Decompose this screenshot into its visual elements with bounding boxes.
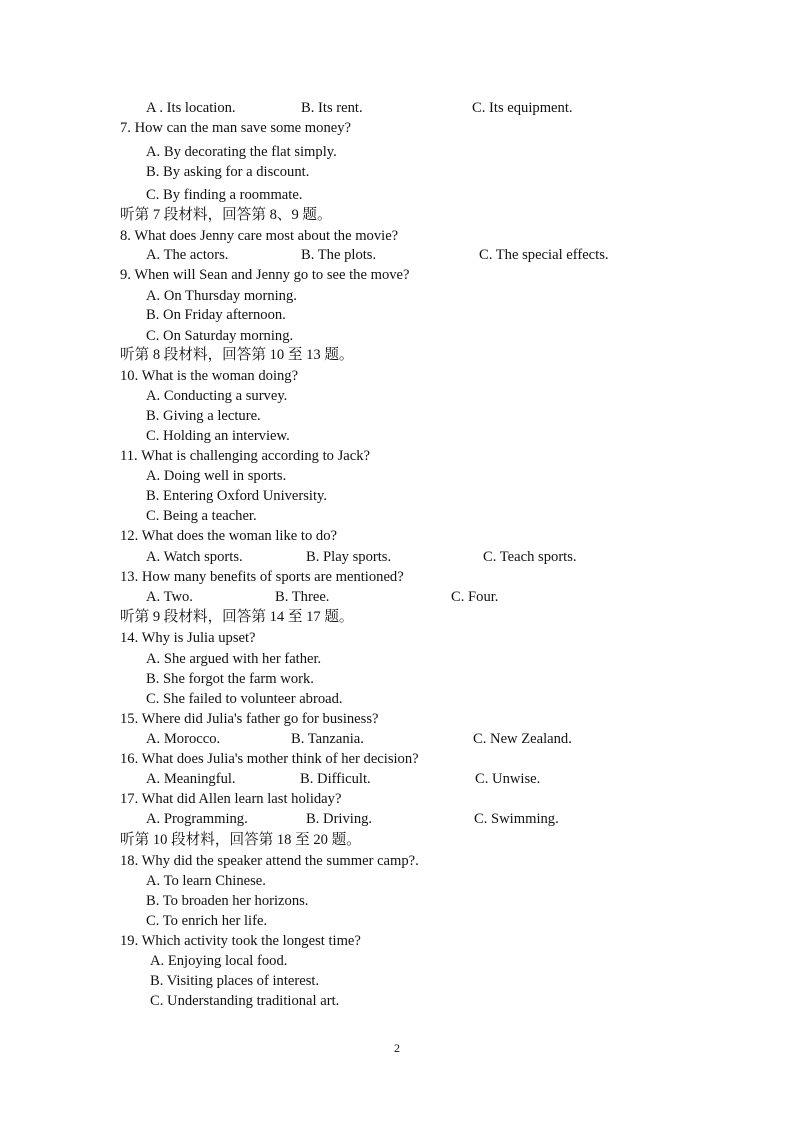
option-18c: C. To enrich her life. bbox=[146, 913, 268, 929]
option-19a: A. Enjoying local food. bbox=[150, 953, 288, 969]
option-16c: C. Unwise. bbox=[475, 771, 541, 787]
option-9b: B. On Friday afternoon. bbox=[146, 307, 286, 323]
option-7a: A. By decorating the flat simply. bbox=[146, 144, 337, 160]
option-9c: C. On Saturday morning. bbox=[146, 328, 294, 344]
question-10: 10. What is the woman doing? bbox=[120, 368, 299, 384]
question-9: 9. When will Sean and Jenny go to see the move? bbox=[120, 267, 410, 283]
option-12b: B. Play sports. bbox=[306, 549, 392, 565]
option-16a: A. Meaningful. bbox=[146, 771, 236, 787]
option-17b: B. Driving. bbox=[306, 811, 373, 827]
option-6a: A . Its location. bbox=[146, 100, 236, 116]
option-7b: B. By asking for a discount. bbox=[146, 164, 310, 180]
question-15: 15. Where did Julia's father go for business? bbox=[120, 711, 379, 727]
section-heading-10: 听第 10 段材料，回答第 18 至 20 题。 bbox=[120, 832, 361, 848]
question-12: 12. What does the woman like to do? bbox=[120, 528, 337, 544]
option-12c: C. Teach sports. bbox=[483, 549, 577, 565]
option-8c: C. The special effects. bbox=[479, 247, 609, 263]
option-15c: C. New Zealand. bbox=[473, 731, 572, 747]
question-7: 7. How can the man save some money? bbox=[120, 120, 351, 136]
option-17c: C. Swimming. bbox=[474, 811, 559, 827]
option-6c: C. Its equipment. bbox=[472, 100, 573, 116]
question-17: 17. What did Allen learn last holiday? bbox=[120, 791, 342, 807]
option-9a: A. On Thursday morning. bbox=[146, 288, 297, 304]
option-13b: B. Three. bbox=[275, 589, 330, 605]
option-12a: A. Watch sports. bbox=[146, 549, 243, 565]
option-14b: B. She forgot the farm work. bbox=[146, 671, 314, 687]
question-8: 8. What does Jenny care most about the movie? bbox=[120, 228, 399, 244]
option-10c: C. Holding an interview. bbox=[146, 428, 290, 444]
option-13a: A. Two. bbox=[146, 589, 193, 605]
section-heading-7: 听第 7 段材料，回答第 8、9 题。 bbox=[120, 207, 332, 223]
option-10b: B. Giving a lecture. bbox=[146, 408, 261, 424]
question-19: 19. Which activity took the longest time? bbox=[120, 933, 361, 949]
section-heading-9: 听第 9 段材料，回答第 14 至 17 题。 bbox=[120, 609, 354, 625]
question-16: 16. What does Julia's mother think of her decision? bbox=[120, 751, 419, 767]
option-10a: A. Conducting a survey. bbox=[146, 388, 288, 404]
option-17a: A. Programming. bbox=[146, 811, 248, 827]
option-14a: A. She argued with her father. bbox=[146, 651, 322, 667]
option-16b: B. Difficult. bbox=[300, 771, 371, 787]
option-19b: B. Visiting places of interest. bbox=[150, 973, 320, 989]
question-14: 14. Why is Julia upset? bbox=[120, 630, 256, 646]
option-15b: B. Tanzania. bbox=[291, 731, 364, 747]
question-13: 13. How many benefits of sports are mentioned? bbox=[120, 569, 404, 585]
option-11a: A. Doing well in sports. bbox=[146, 468, 287, 484]
option-13c: C. Four. bbox=[451, 589, 499, 605]
option-6b: B. Its rent. bbox=[301, 100, 363, 116]
option-18a: A. To learn Chinese. bbox=[146, 873, 266, 889]
option-11b: B. Entering Oxford University. bbox=[146, 488, 328, 504]
question-18: 18. Why did the speaker attend the summer camp?. bbox=[120, 853, 419, 869]
question-11: 11. What is challenging according to Jack? bbox=[120, 448, 371, 464]
option-8b: B. The plots. bbox=[301, 247, 377, 263]
page-number: 2 bbox=[394, 1041, 400, 1055]
option-14c: C. She failed to volunteer abroad. bbox=[146, 691, 343, 707]
option-18b: B. To broaden her horizons. bbox=[146, 893, 309, 909]
option-11c: C. Being a teacher. bbox=[146, 508, 257, 524]
option-15a: A. Morocco. bbox=[146, 731, 221, 747]
option-8a: A. The actors. bbox=[146, 247, 229, 263]
section-heading-8: 听第 8 段材料，回答第 10 至 13 题。 bbox=[120, 347, 354, 363]
option-19c: C. Understanding traditional art. bbox=[150, 993, 340, 1009]
option-7c: C. By finding a roommate. bbox=[146, 187, 303, 203]
